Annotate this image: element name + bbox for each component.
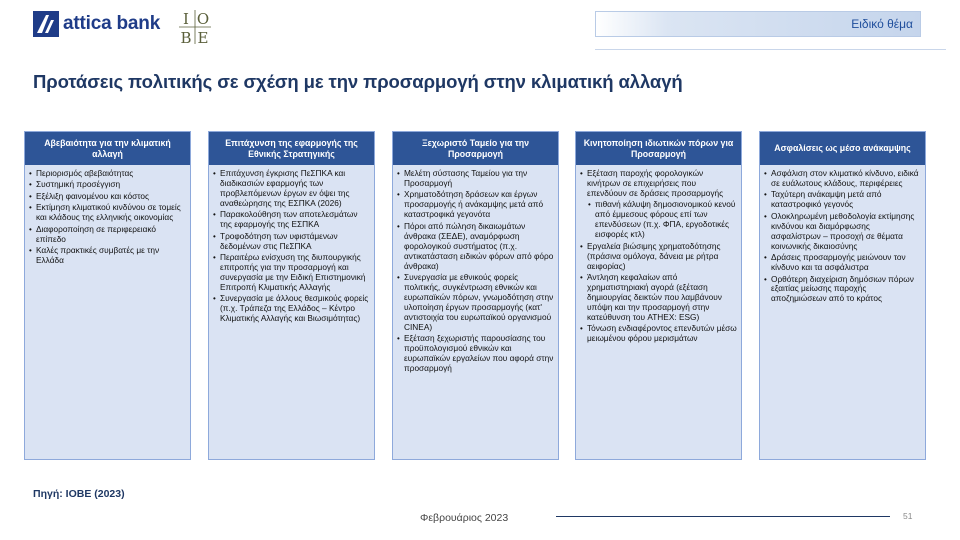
column-body <box>25 165 190 459</box>
bullet-item: • Συνεργασία με άλλους θεσμικούς φορείς (π.χ. Τράπεζα της Ελλάδος – Κέντρο Κλιματικής Αλλαγής και Βιωσιμότητας) <box>212 294 370 324</box>
page-title: Προτάσεις πολιτικής σε σχέση με την προσαρμογή στην κλιματική αλλαγή <box>33 71 683 92</box>
iobe-letter: O <box>196 10 210 28</box>
column-heading: Κινητοποίηση ιδιωτικών πόρων για Προσαρμογή <box>576 132 741 165</box>
footer-divider <box>556 516 890 517</box>
bullet-item: • Καλές πρακτικές συμβατές με την Ελλάδα <box>28 246 186 266</box>
iobe-letter: B <box>180 29 192 46</box>
bullet-item: • Περαιτέρω ενίσχυση της διυπουργικής επιτροπής για την προσαρμογή και συνεργασία με την Ειδική Επιστημονική Επιτροπή Κλιματικής Αλλαγής <box>212 253 370 293</box>
header-divider <box>595 49 946 50</box>
column-body <box>576 165 741 459</box>
bullet-item: • Συστημική προσέγγιση <box>28 180 186 190</box>
source-note: Πηγή: ΙΟΒΕ (2023) <box>33 488 125 500</box>
bullet-item: • Άντληση κεφαλαίων από χρηματιστηριακή αγορά (εξέταση δημιουργίας δεικτών που λαμβάνουν υπόψη και την προσαρμογή στην κατεύθυνση του ATHEX: ESG) <box>579 273 737 323</box>
bullet-item: • Εξέλιξη φαινομένου και κόστος <box>28 192 186 202</box>
policy-column <box>208 131 375 460</box>
bullet-item: • Ολοκληρωμένη μεθοδολογία εκτίμησης κινδύνου και διαμόρφωσης ασφαλίστρων – προσοχή σε θέματα κοινωνικής δικαιοσύνης <box>763 212 921 252</box>
bullet-item: • Ασφάλιση στον κλιματικό κίνδυνο, ειδικά σε ευάλωτους κλάδους, περιφέρειες <box>763 169 921 189</box>
bullet-item: • Επιτάχυνση έγκρισης ΠεΣΠΚΑ και διαδικασιών εφαρμογής των προβλεπόμενων έργων εν όψει της αναθεώρησης της ΕΣΠΚΑ (2026) <box>212 169 370 209</box>
bullet-item: • Δράσεις προσαρμογής μειώνουν τον κίνδυνο και τα ασφάλιστρα <box>763 253 921 273</box>
bullet-item: • Εξέταση ξεχωριστής παρουσίασης του προϋπολογισμού εθνικών και ευρωπαϊκών εργαλείων που αφορά στην προσαρμογή <box>396 334 554 374</box>
attica-bank-mark-icon <box>33 11 59 37</box>
column-body <box>209 165 374 459</box>
attica-bank-logo <box>33 11 160 37</box>
topic-label: Ειδικό θέμα <box>851 17 913 31</box>
bullet-item: • Ορθότερη διαχείριση δημόσιων πόρων εξαιτίας μείωσης παροχής αποζημιώσεων από το κράτος <box>763 275 921 305</box>
bullet-item: • Εκτίμηση κλιματικού κινδύνου σε τομείς και κλάδους της ελληνικής οικονομίας <box>28 203 186 223</box>
bullet-item: • Διαφοροποίηση σε περιφερειακό επίπεδο <box>28 225 186 245</box>
column-heading: Ξεχωριστό Ταμείο για την Προσαρμογή <box>393 132 558 165</box>
page-number: 51 <box>903 511 913 521</box>
iobe-logo <box>177 8 213 46</box>
bullet-item: • Πόροι από πώληση δικαιωμάτων άνθρακα (ΣΕΔΕ), αναμόρφωση φορολογικού συστήματος (π.χ. αντικατάσταση ειδικών φόρων από φόρο άνθρακα) <box>396 222 554 272</box>
iobe-letter: I <box>183 10 189 28</box>
policy-columns <box>24 131 926 460</box>
sub-bullet-item: • πιθανή κάλυψη δημοσιονομικού κενού από έμμεσους φόρους επί των επενδύσεων (π.χ. ΦΠΑ, εργοδοτικές εισφορές κτλ) <box>579 200 737 240</box>
bullet-item: • Τόνωση ενδιαφέροντος επενδυτών μέσω μειωμένου φόρου μερισμάτων <box>579 324 737 344</box>
footer-date: Φεβρουάριος 2023 <box>420 512 509 524</box>
bullet-item: • Συνεργασία με εθνικούς φορείς πολιτικής, συγκέντρωση εθνικών και ευρωπαϊκών πόρων, γνωμοδότηση στην υλοποίηση έργων προσαρμογής (κατ' αντιστοιχία του ευρωπαϊκού οργανισμού CINEA) <box>396 273 554 333</box>
attica-bank-name: attica bank <box>63 13 161 34</box>
policy-column <box>24 131 191 460</box>
column-body <box>393 165 558 459</box>
policy-column <box>759 131 926 460</box>
bullet-item: • Περιορισμός αβεβαιότητας <box>28 169 186 179</box>
policy-column <box>392 131 559 460</box>
bullet-item: • Χρηματοδότηση δράσεων και έργων προσαρμογής ή ανάκαμψης μετά από καταστροφικά γεγονότα <box>396 190 554 220</box>
column-body <box>760 165 925 459</box>
policy-column <box>575 131 742 460</box>
column-heading: Επιτάχυνση της εφαρμογής της Εθνικής Στρατηγικής <box>209 132 374 165</box>
iobe-letter: E <box>197 29 209 46</box>
column-heading: Ασφαλίσεις ως μέσο ανάκαμψης <box>760 132 925 165</box>
bullet-item: • Μελέτη σύστασης Ταμείου για την Προσαρμογή <box>396 169 554 189</box>
bullet-item: • Εξέταση παροχής φορολογικών κινήτρων σε επιχειρήσεις που επενδύουν σε δράσεις προσαρμογής <box>579 169 737 199</box>
bullet-item: • Τροφοδότηση των υφιστάμενων δεδομένων στις ΠεΣΠΚΑ <box>212 232 370 252</box>
topic-label-box <box>595 11 921 37</box>
bullet-item: • Παρακολούθηση των αποτελεσμάτων της εφαρμογής της ΕΣΠΚΑ <box>212 210 370 230</box>
column-heading: Αβεβαιότητα για την κλιματική αλλαγή <box>25 132 190 165</box>
bullet-item: • Εργαλεία βιώσιμης χρηματοδότησης (πράσινα ομόλογα, δάνεια με ρήτρα αειφορίας) <box>579 242 737 272</box>
bullet-item: • Ταχύτερη ανάκαμψη μετά από καταστροφικό γεγονός <box>763 190 921 210</box>
